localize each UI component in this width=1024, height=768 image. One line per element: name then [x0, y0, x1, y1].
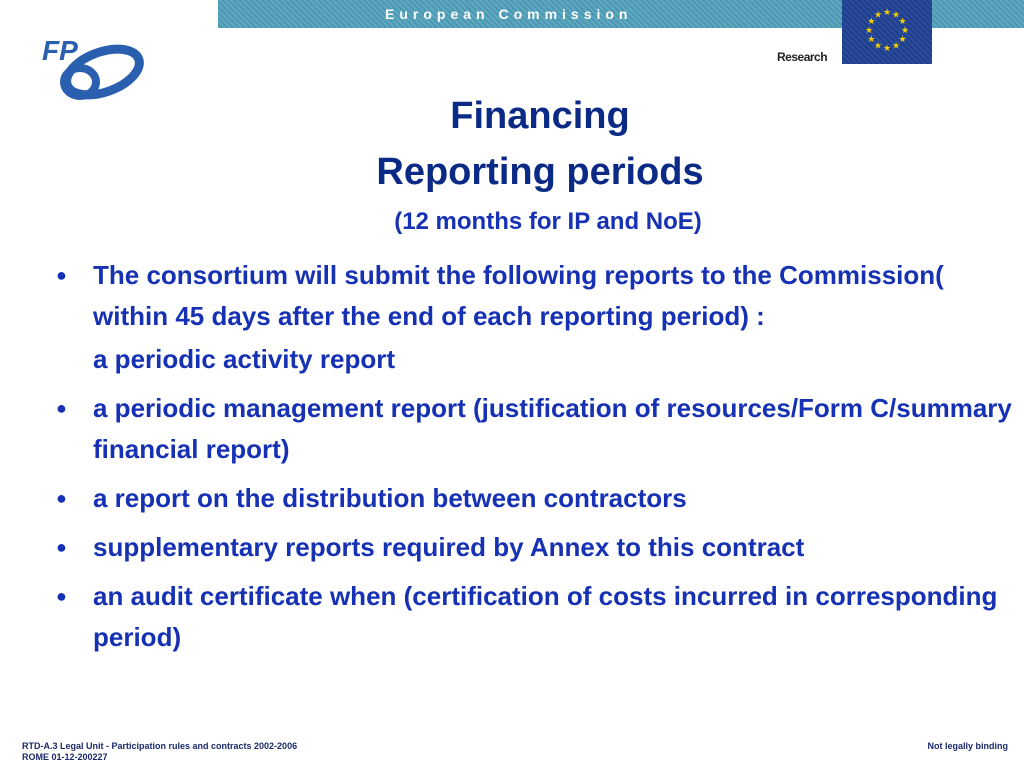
eu-flag-icon — [842, 0, 932, 64]
footer-disclaimer: Not legally binding — [927, 741, 1008, 751]
bullet-item: ● a report on the distribution between contractors — [56, 478, 1016, 519]
slide-title: Financing — [450, 95, 630, 137]
bullet-item: ● The consortium will submit the following reports to the Commission( within 45 days after the end of each reporting period) : — [56, 255, 1016, 337]
bullet-icon: ● — [56, 488, 67, 508]
footer-date: ROME 01-12-200227 — [22, 752, 108, 762]
footer-left — [22, 741, 297, 763]
bullet-item: ● an audit certificate when (certification of costs incurred in corresponding period) — [56, 576, 1016, 658]
star-icon: ★ — [873, 9, 883, 20]
star-icon: ★ — [867, 34, 876, 44]
bullet-icon: ● — [56, 586, 67, 606]
svg-text:FP: FP — [42, 35, 78, 66]
bullet-list — [56, 255, 1016, 666]
bullet-item: ● a periodic management report (justification of resources/Form C/summary financial report) — [56, 388, 1016, 470]
star-icon: ★ — [867, 16, 876, 26]
fp6-logo — [40, 30, 145, 100]
bullet-icon: ● — [56, 537, 67, 557]
star-icon: ★ — [891, 9, 901, 20]
star-icon: ★ — [873, 40, 883, 51]
star-icon: ★ — [882, 43, 892, 53]
bullet-icon: ● — [56, 265, 67, 285]
star-icon: ★ — [891, 40, 901, 51]
star-icon: ★ — [864, 25, 874, 35]
slide-title-line2: Reporting periods — [376, 151, 704, 193]
slide-subtitle: (12 months for IP and NoE) — [394, 208, 702, 235]
bullet-item: ● supplementary reports required by Annex to this contract — [56, 527, 1016, 568]
bullet-icon: ● — [56, 398, 67, 418]
star-icon: ★ — [882, 7, 892, 17]
star-icon: ★ — [900, 25, 910, 35]
list-item: a periodic activity report — [93, 344, 395, 374]
research-label: Research — [777, 50, 828, 64]
commission-label: European Commission — [385, 6, 633, 22]
star-icon: ★ — [898, 34, 907, 44]
star-icon: ★ — [898, 16, 907, 26]
footer-unit: RTD-A.3 Legal Unit - Participation rules and contracts 2002-2006 — [22, 741, 298, 751]
